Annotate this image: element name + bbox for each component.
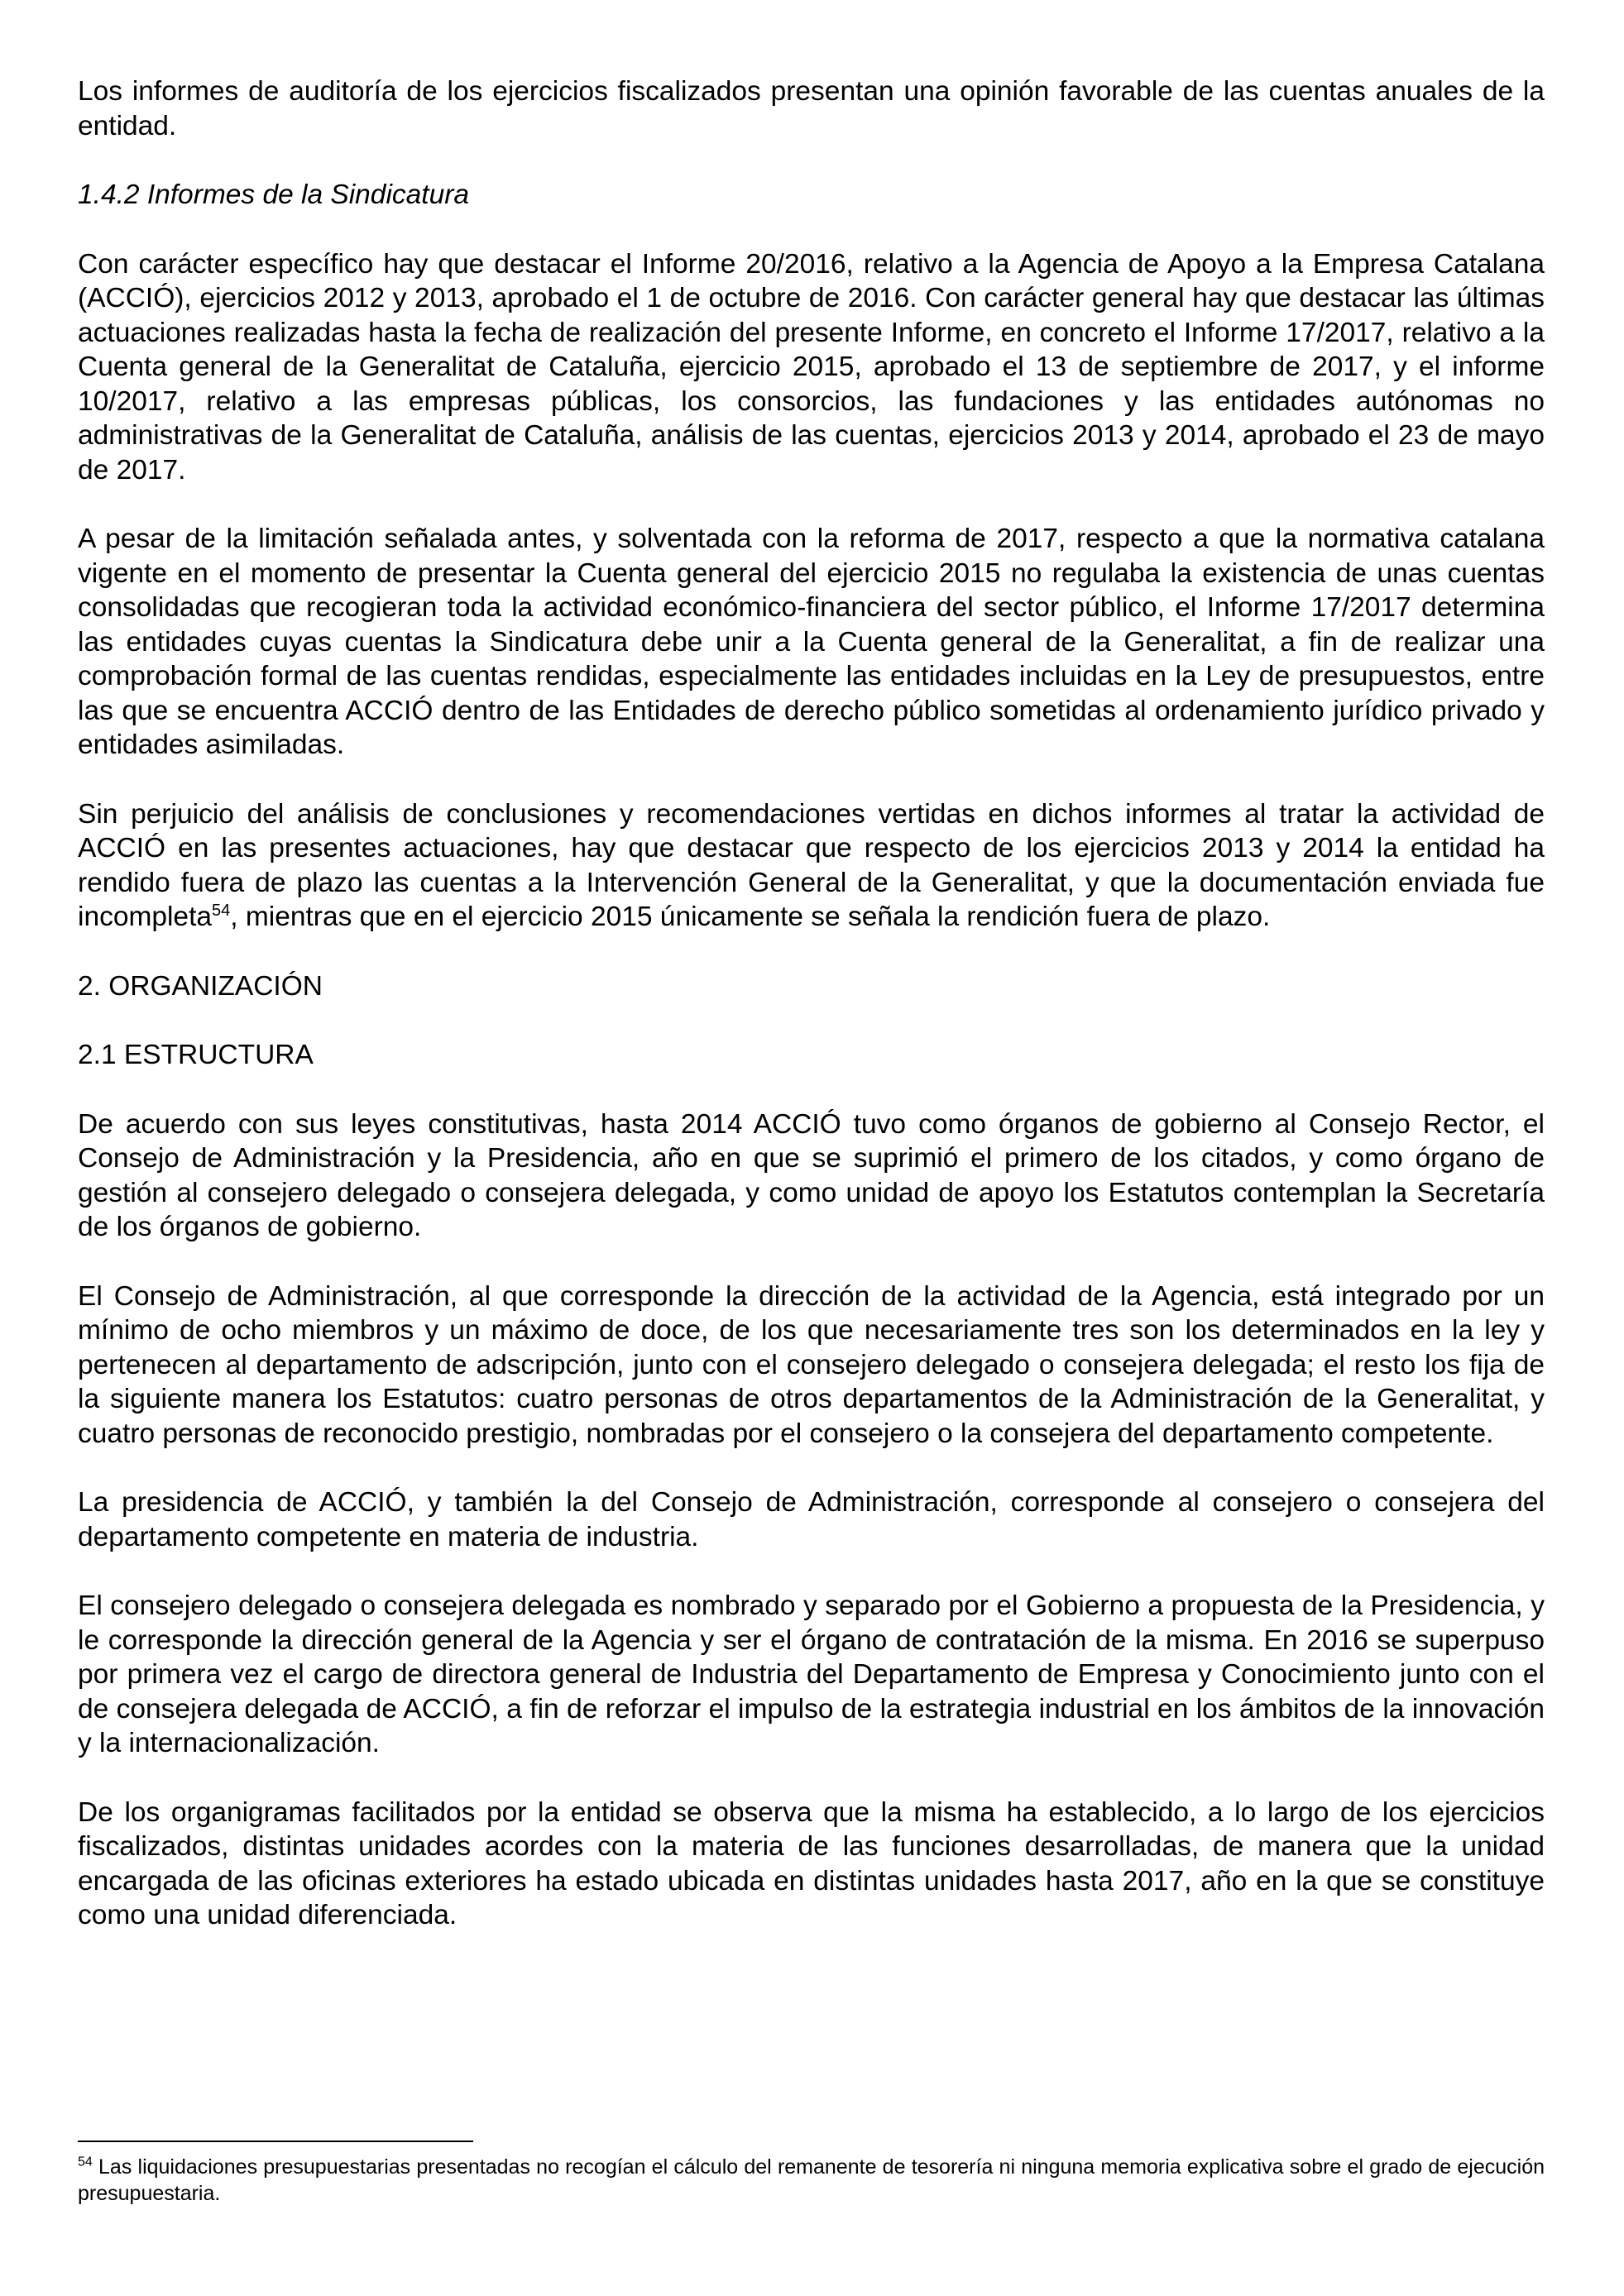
section-heading-2: 2. ORGANIZACIÓN	[78, 970, 323, 1002]
paragraph-org-charts: De los organigramas facilitados por la entidad se observa que la misma ha establecido, a lo largo de los ejercicios fiscalizados, distintas unidades acordes con la materia de las funciones desarrolladas, de manera que la unidad encargada de las oficinas exteriores ha estado ubicada en distintas unidades hasta 2017, año en la que se constituye como una unidad diferenciada.	[78, 1796, 1545, 1930]
section-heading-2-1: 2.1 ESTRUCTURA	[78, 1040, 314, 1070]
document-body	[78, 74, 1545, 1968]
footnote-text: Las liquidaciones presupuestarias presentadas no recogían el cálculo del remanente de tesorería ni ninguna memoria explicativa sobre el grado de ejecución presupuestaria.	[78, 2155, 1545, 2205]
paragraph-limitation: A pesar de la limitación señalada antes, y solventada con la reforma de 2017, respecto a que la normativa catalana vigente en el momento de presentar la Cuenta general del ejercicio 2015 no regulaba la existencia de unas cuentas consolidadas que recogieran toda la actividad económico-financiera del sector público, el Informe 17/2017 determina las entidades cuyas cuentas la Sindicatura debe unir a la Cuenta general de la Generalitat, a fin de realizar una comprobación formal de las cuentas rendidas, especialmente las entidades incluidas en la Ley de presupuestos, entre las que se encuentra ACCIÓ dentro de las Entidades de derecho público sometidas al ordenamiento jurídico privado y entidades asimiladas.	[78, 524, 1545, 760]
paragraph-audit-opinion: Los informes de auditoría de los ejercicios fiscalizados presentan una opinión favorable de las cuentas anuales de la entidad.	[78, 76, 1545, 141]
section-heading-1-4-2: 1.4.2 Informes de la Sindicatura	[78, 179, 469, 210]
paragraph-presidency: La presidencia de ACCIÓ, y también la del Consejo de Administración, corresponde al consejero o consejera del departamento competente en materia de industria.	[78, 1487, 1545, 1552]
paragraph-managing-director: El consejero delegado o consejera delegada es nombrado y separado por el Gobierno a propuesta de la Presidencia, y le corresponde la dirección general de la Agencia y ser el órgano de contratación de la misma. En 2016 se superpuso por primera vez el cargo de directora general de Industria del Departamento de Empresa y Conocimiento junto con el de consejera delegada de ACCIÓ, a fin de reforzar el impulso de la estrategia industrial en los ámbitos de la innovación y la internacionalización.	[78, 1590, 1545, 1758]
paragraph-accounts-rendered	[78, 797, 1545, 935]
footnote-reference[interactable]: 54	[212, 901, 231, 920]
paragraph-text-before-ref: Sin perjuicio del análisis de conclusiones y recomendaciones vertidas en dichos informes al tratar la actividad de ACCIÓ en las presentes actuaciones, hay que destacar que respecto de los ejercicios 2013 y 2014 la entidad ha rendido fuera de plazo las cuentas a la Intervención General de la Generalitat, y que la documentación enviada fue incompleta	[78, 798, 1545, 932]
footnote-divider	[78, 2141, 473, 2142]
paragraph-sindicatura-reports: Con carácter específico hay que destacar el Informe 20/2016, relativo a la Agencia de Apoyo a la Empresa Catalana (ACCIÓ), ejercicios 2012 y 2013, aprobado el 1 de octubre de 2016. Con carácter general hay que destacar las últimas actuaciones realizadas hasta la fecha de realización del presente Informe, en concreto el Informe 17/2017, relativo a la Cuenta general de la Generalitat de Cataluña, ejercicio 2015, aprobado el 13 de septiembre de 2017, y el informe 10/2017, relativo a las empresas públicas, los consorcios, las fundaciones y las entidades autónomas no administrativas de la Generalitat de Cataluña, análisis de las cuentas, ejercicios 2013 y 2014, aprobado el 23 de mayo de 2017.	[78, 248, 1545, 486]
paragraph-text-after-ref: , mientras que en el ejercicio 2015 únicamente se señala la rendición fuera de plazo.	[230, 902, 1271, 932]
footnote-area	[78, 2141, 1545, 2207]
footnote-54	[78, 2154, 1545, 2207]
footnote-number: 54	[78, 2155, 93, 2169]
paragraph-governing-bodies: De acuerdo con sus leyes constitutivas, hasta 2014 ACCIÓ tuvo como órganos de gobierno al Consejo Rector, el Consejo de Administración y la Presidencia, año en que se suprimió el primero de los citados, y como órgano de gestión al consejero delegado o consejera delegada, y como unidad de apoyo los Estatutos contemplan la Secretaría de los órganos de gobierno.	[78, 1108, 1545, 1242]
paragraph-board-composition: El Consejo de Administración, al que corresponde la dirección de la actividad de la Agencia, está integrado por un mínimo de ocho miembros y un máximo de doce, de los que necesariamente tres son los determinados en la ley y pertenecen al departamento de adscripción, junto con el consejero delegado o consejera delegada; el resto los fija de la siguiente manera los Estatutos: cuatro personas de otros departamentos de la Administración de la Generalitat, y cuatro personas de reconocido prestigio, nombradas por el consejero o la consejera del departamento competente.	[78, 1280, 1545, 1449]
